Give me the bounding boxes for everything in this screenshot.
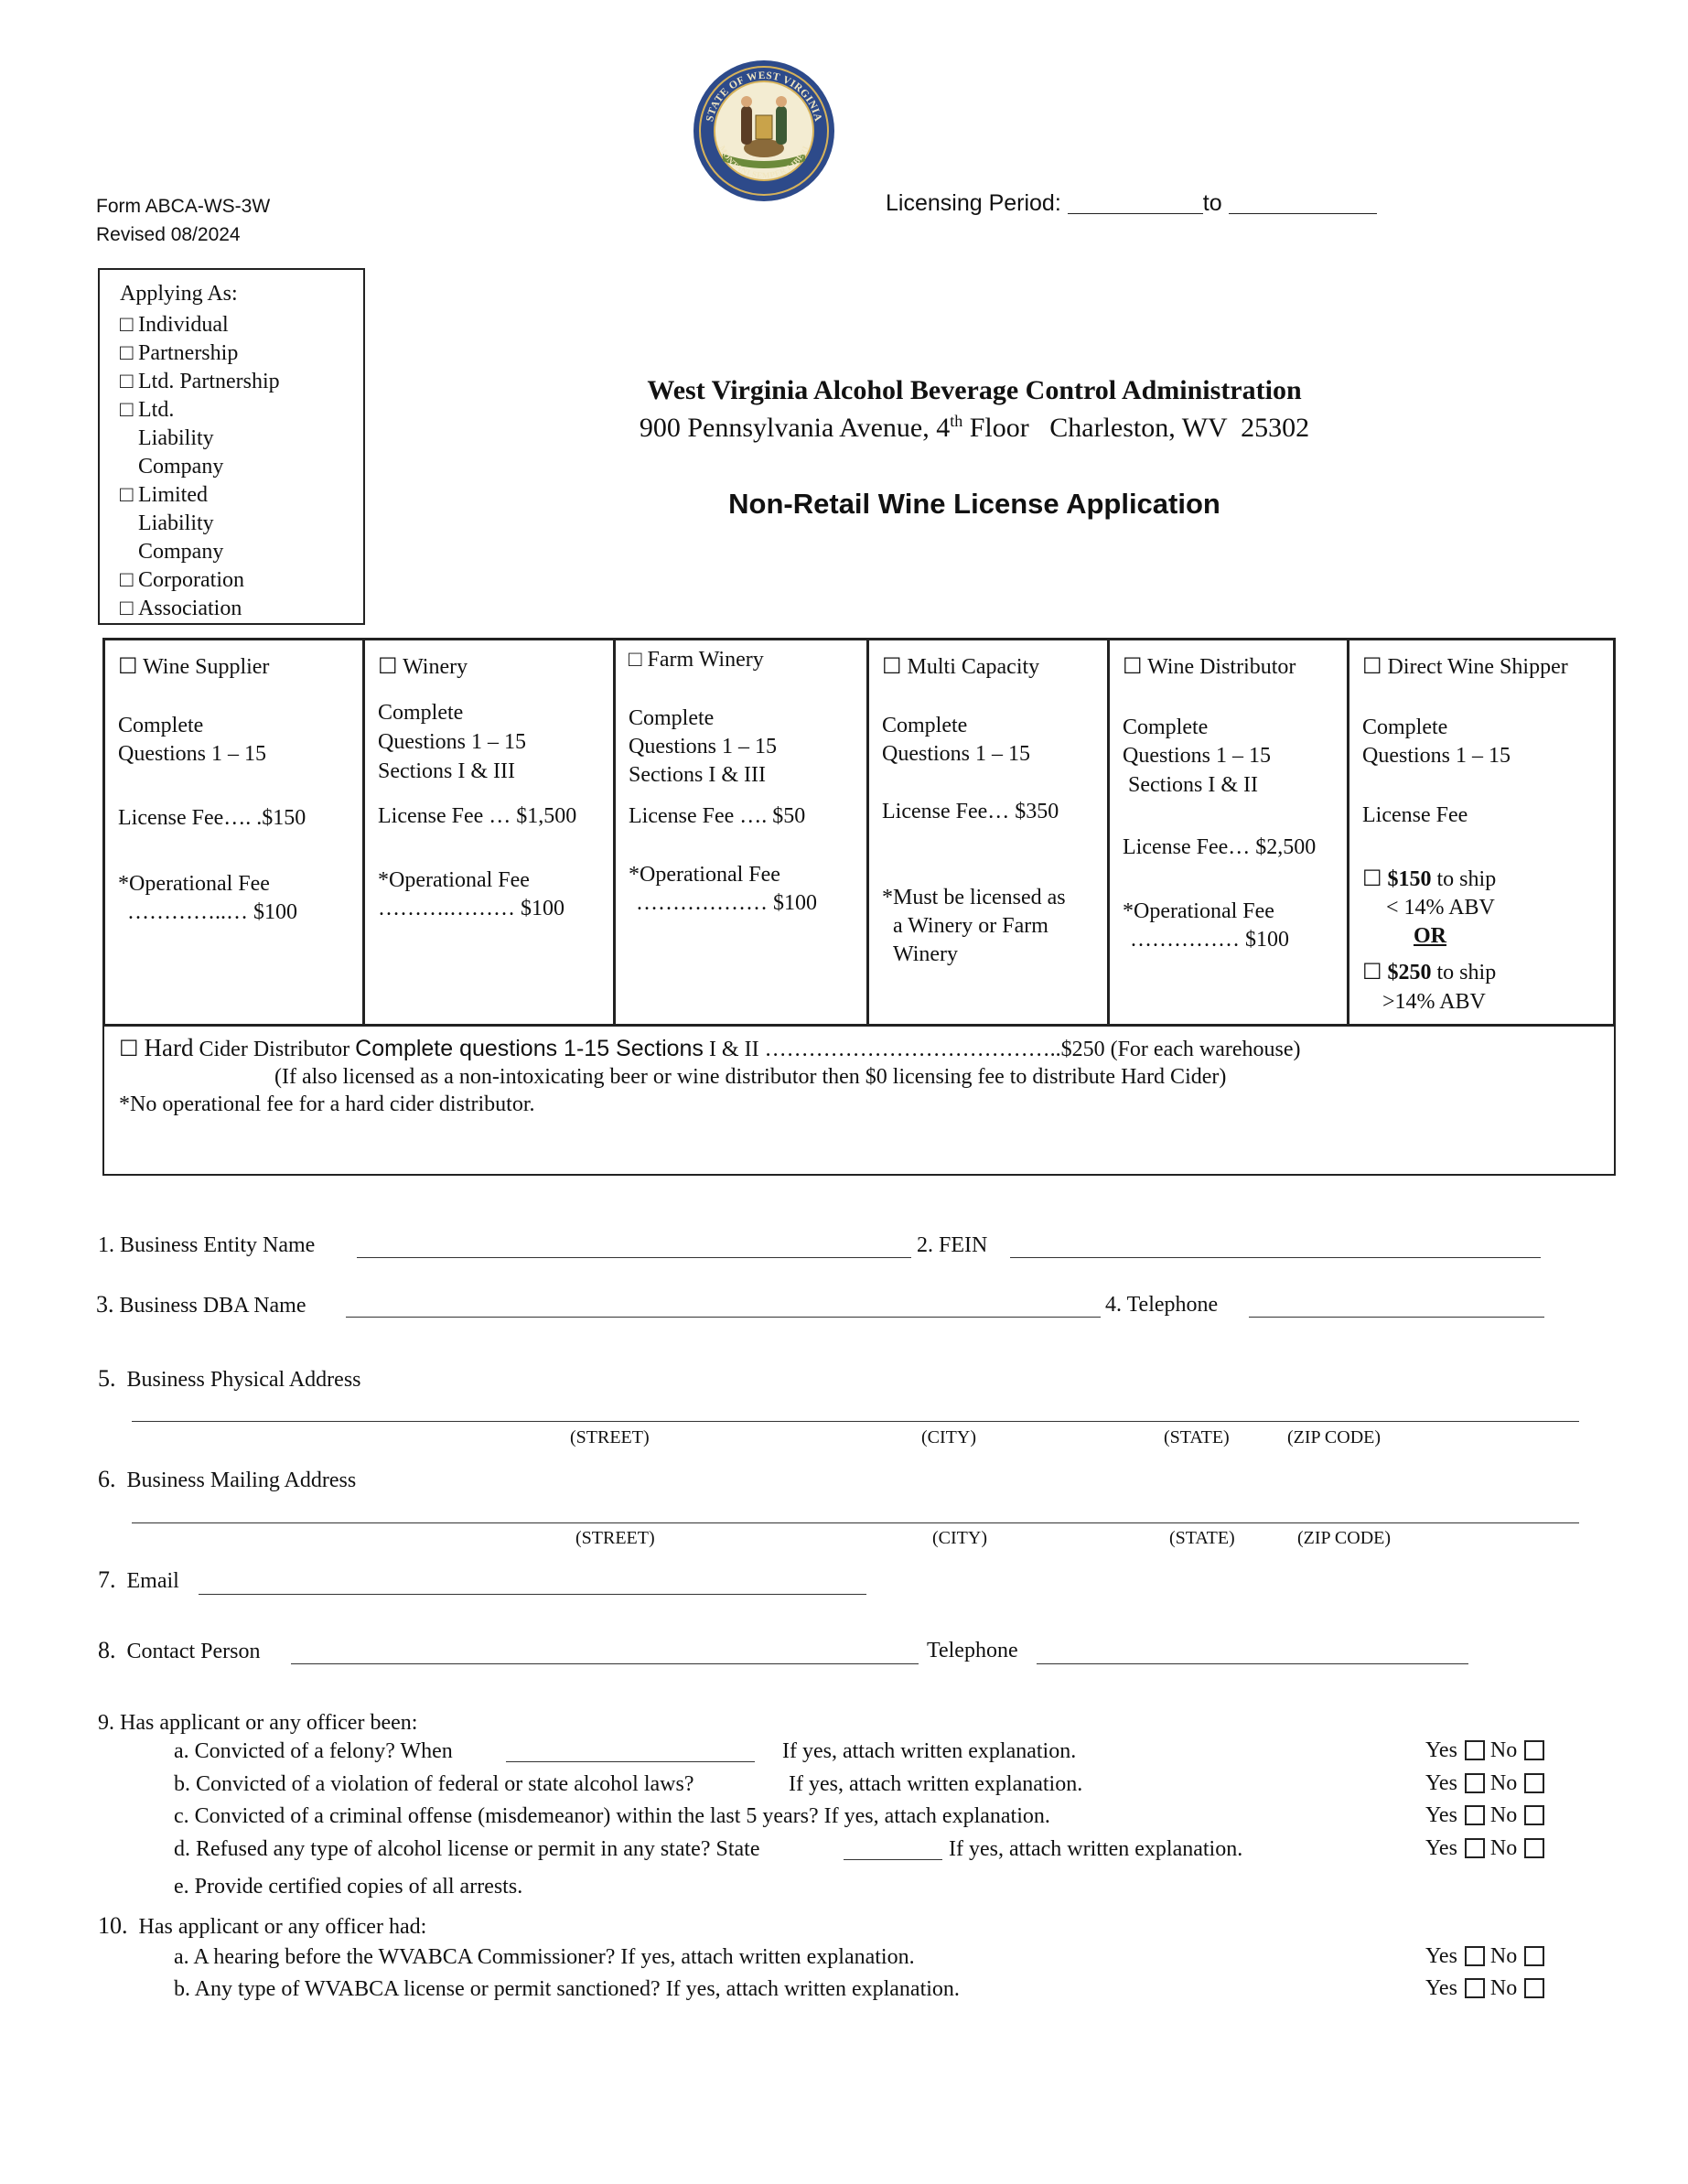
license-fee: License Fee… $2,500 bbox=[1123, 835, 1317, 859]
license-wine-distributor[interactable] bbox=[1110, 640, 1349, 1024]
checkbox-icon[interactable]: □ bbox=[120, 341, 134, 365]
applying-as-ltd-llc[interactable] bbox=[120, 396, 363, 481]
street-caption: (STREET) bbox=[570, 1427, 650, 1447]
yes-label: Yes bbox=[1425, 1738, 1457, 1762]
licensing-period-label: Licensing Period: bbox=[886, 190, 1061, 216]
complete-label: Complete bbox=[629, 706, 715, 730]
checkbox-icon[interactable]: □ bbox=[120, 370, 134, 393]
yes-checkbox[interactable] bbox=[1465, 1838, 1485, 1858]
or-label: OR bbox=[1414, 924, 1446, 948]
no-checkbox[interactable] bbox=[1524, 1978, 1544, 1998]
operational-fee: …………..… $100 bbox=[127, 900, 297, 924]
form-title: Non-Retail Wine License Application bbox=[728, 488, 1220, 520]
state-caption: (STATE) bbox=[1164, 1427, 1230, 1447]
no-checkbox[interactable] bbox=[1524, 1805, 1544, 1825]
operational-fee: ……….……… $100 bbox=[378, 897, 564, 920]
q3-text: Business DBA Name bbox=[119, 1294, 306, 1318]
yes-checkbox[interactable] bbox=[1465, 1773, 1485, 1793]
license-fee: License Fee…. .$150 bbox=[118, 806, 306, 830]
license-farm-winery[interactable] bbox=[616, 640, 869, 1024]
license-winery[interactable] bbox=[365, 640, 616, 1024]
contact-telephone-field[interactable] bbox=[1037, 1663, 1468, 1664]
q10-text: Has applicant or any officer had: bbox=[138, 1915, 427, 1939]
zip-caption: (ZIP CODE) bbox=[1297, 1528, 1392, 1548]
hard-cider-note: (If also licensed as a non-intoxicating beer or wine distributor then $0 licensing fee to distribute Hard Cider) bbox=[274, 1065, 1227, 1089]
operational-fee-label: *Operational Fee bbox=[1123, 899, 1274, 923]
state-seal-logo bbox=[692, 59, 836, 203]
q9c-yes-no bbox=[1425, 1803, 1544, 1828]
no-checkbox[interactable] bbox=[1524, 1838, 1544, 1858]
q9a-text: a. Convicted of a felony? When bbox=[174, 1739, 453, 1763]
questions-label: Questions 1 – 15 bbox=[378, 730, 526, 754]
yes-checkbox[interactable] bbox=[1465, 1946, 1485, 1966]
complete-label: Complete bbox=[118, 714, 204, 737]
seal-top-text: STATE OF WEST VIRGINIA bbox=[704, 70, 824, 124]
complete-label: Complete bbox=[1123, 715, 1209, 739]
hard-cider-fee: …………………………………..$250 (For each warehouse) bbox=[764, 1038, 1301, 1061]
license-type-table bbox=[102, 638, 1616, 1027]
q10a-yes-no bbox=[1425, 1944, 1544, 1969]
no-label: No bbox=[1489, 1944, 1518, 1968]
questions-label: Questions 1 – 15 bbox=[118, 742, 266, 766]
licensing-period-to: to bbox=[1202, 190, 1222, 216]
yes-label: Yes bbox=[1425, 1976, 1457, 2000]
q9a-yes-no bbox=[1425, 1738, 1544, 1763]
q3-number: 3. bbox=[96, 1291, 114, 1318]
yes-label: Yes bbox=[1425, 1803, 1457, 1827]
form-id: Form ABCA-WS-3W bbox=[96, 196, 271, 217]
abv-label: >14% ABV bbox=[1382, 990, 1486, 1014]
applying-as-box bbox=[98, 268, 365, 625]
operational-fee: …………… $100 bbox=[1130, 928, 1289, 952]
q9c-text: c. Convicted of a criminal offense (misdemeanor) within the last 5 years? If yes, attach explanation. bbox=[174, 1804, 1050, 1828]
applying-as-llc[interactable] bbox=[120, 481, 363, 566]
yes-label: Yes bbox=[1425, 1836, 1457, 1860]
checkbox-icon[interactable]: □ bbox=[120, 313, 134, 337]
state-caption: (STATE) bbox=[1169, 1528, 1235, 1548]
sections-label: Sections I & II bbox=[1128, 773, 1258, 797]
checkbox-icon[interactable]: □ bbox=[120, 398, 134, 422]
q10b-text: b. Any type of WVABCA license or permit sanctioned? If yes, attach written explanation. bbox=[174, 1977, 960, 2001]
mailing-address-field[interactable] bbox=[132, 1522, 1579, 1523]
hard-label: Hard bbox=[144, 1034, 194, 1061]
no-operational-fee-note: *No operational fee for a hard cider distributor. bbox=[119, 1092, 535, 1116]
q10b-yes-no bbox=[1425, 1976, 1544, 2001]
fee-text: to ship bbox=[1431, 961, 1497, 984]
no-checkbox[interactable] bbox=[1524, 1946, 1544, 1966]
yes-checkbox[interactable] bbox=[1465, 1805, 1485, 1825]
license-direct-wine-shipper[interactable] bbox=[1349, 640, 1613, 1024]
applying-as-individual[interactable] bbox=[120, 311, 363, 339]
shipper-option-150[interactable] bbox=[1362, 866, 1496, 894]
applying-as-partnership[interactable] bbox=[120, 339, 363, 368]
complete-questions: Complete questions 1-15 Sections bbox=[355, 1036, 704, 1061]
abv-label: < 14% ABV bbox=[1386, 896, 1495, 920]
license-type-label[interactable]: ☐ Multi Capacity bbox=[882, 655, 1040, 679]
q7-text: Email bbox=[126, 1569, 179, 1593]
checkbox-icon[interactable]: □ bbox=[120, 597, 134, 620]
no-label: No bbox=[1489, 1803, 1518, 1827]
q9d-text: d. Refused any type of alcohol license or permit in any state? State bbox=[174, 1837, 760, 1861]
checkbox-icon[interactable]: ☐ bbox=[119, 1038, 139, 1061]
license-type-label[interactable]: ☐ Direct Wine Shipper bbox=[1362, 655, 1568, 679]
hard-cider-option[interactable] bbox=[119, 1034, 1301, 1062]
license-type-label[interactable]: □ Farm Winery bbox=[629, 648, 764, 672]
shipper-option-250[interactable] bbox=[1362, 959, 1496, 987]
option-label: Ltd. Liability Company bbox=[138, 398, 224, 479]
option-label: Partnership bbox=[138, 341, 239, 365]
city-caption: (CITY) bbox=[921, 1427, 976, 1447]
fee-text: to ship bbox=[1431, 867, 1497, 891]
checkbox-icon[interactable]: □ bbox=[120, 568, 134, 592]
no-checkbox[interactable] bbox=[1524, 1740, 1544, 1760]
q9-label: 9. Has applicant or any officer been: bbox=[98, 1711, 418, 1735]
q9d-explanation: If yes, attach written explanation. bbox=[949, 1837, 1243, 1861]
option-label: Limited Liability Company bbox=[138, 483, 224, 564]
license-fee: License Fee …. $50 bbox=[629, 804, 806, 828]
revised-date: Revised 08/2024 bbox=[96, 224, 241, 245]
q9b-yes-no bbox=[1425, 1771, 1544, 1796]
yes-label: Yes bbox=[1425, 1944, 1457, 1968]
q5-number: 5. bbox=[98, 1365, 116, 1392]
questions-label: Questions 1 – 15 bbox=[882, 742, 1030, 766]
physical-address-field[interactable] bbox=[132, 1421, 1579, 1422]
complete-label: Complete bbox=[1362, 715, 1448, 739]
cider-distributor-label: Cider Distributor bbox=[193, 1038, 356, 1061]
license-multi-capacity[interactable] bbox=[869, 640, 1110, 1024]
option-label: Corporation bbox=[138, 568, 244, 592]
questions-label: Questions 1 – 15 bbox=[1123, 744, 1271, 768]
zip-caption: (ZIP CODE) bbox=[1287, 1427, 1382, 1447]
address-sup: th bbox=[950, 412, 963, 430]
license-wine-supplier[interactable] bbox=[105, 640, 365, 1024]
fein-field[interactable] bbox=[1010, 1257, 1541, 1258]
q4-label: 4. Telephone bbox=[1105, 1293, 1219, 1317]
licensing-period-start-field[interactable] bbox=[1068, 193, 1203, 214]
city-caption: (CITY) bbox=[932, 1528, 987, 1548]
hard-cider-box bbox=[102, 1025, 1616, 1176]
agency-address bbox=[549, 412, 1400, 444]
fee-amount: $150 bbox=[1387, 867, 1432, 891]
sections-label: I & II bbox=[703, 1038, 765, 1061]
option-label: Ltd. Partnership bbox=[138, 370, 280, 393]
license-fee: License Fee bbox=[1362, 803, 1468, 827]
q10-label bbox=[98, 1912, 426, 1941]
option-label: Individual bbox=[138, 313, 229, 337]
felony-when-field[interactable] bbox=[506, 1761, 755, 1762]
yes-checkbox[interactable] bbox=[1465, 1978, 1485, 1998]
operational-fee-label: *Operational Fee bbox=[629, 863, 780, 887]
license-type-label[interactable]: ☐ Wine Supplier bbox=[118, 655, 270, 679]
address-suffix: Floor Charleston, WV 25302 bbox=[962, 413, 1310, 443]
no-label: No bbox=[1489, 1836, 1518, 1860]
multi-capacity-note: a Winery or Farm bbox=[893, 914, 1048, 938]
license-type-label[interactable]: ☐ Wine Distributor bbox=[1123, 655, 1296, 679]
telephone-field[interactable] bbox=[1249, 1317, 1544, 1318]
multi-capacity-note: Winery bbox=[893, 942, 959, 966]
checkbox-icon[interactable]: □ bbox=[120, 483, 134, 507]
operational-fee-label: *Operational Fee bbox=[378, 868, 530, 892]
sections-label: Sections I & III bbox=[378, 759, 515, 783]
operational-fee: ……………… $100 bbox=[636, 891, 817, 915]
q5-label bbox=[98, 1365, 361, 1393]
seal-motto-text: MONTANI SEMPER LIBERI bbox=[717, 144, 811, 180]
q6-number: 6. bbox=[98, 1466, 116, 1492]
q8-label bbox=[98, 1637, 260, 1665]
q10-number: 10. bbox=[98, 1912, 128, 1939]
q8-text: Contact Person bbox=[126, 1640, 261, 1663]
q9a-explanation: If yes, attach written explanation. bbox=[782, 1739, 1077, 1763]
no-checkbox[interactable] bbox=[1524, 1773, 1544, 1793]
operational-fee-label: *Operational Fee bbox=[118, 872, 270, 896]
q2-label: 2. FEIN bbox=[917, 1233, 988, 1257]
applying-as-ltd-partnership[interactable] bbox=[120, 368, 363, 396]
email-field[interactable] bbox=[199, 1594, 866, 1595]
no-label: No bbox=[1489, 1976, 1518, 2000]
no-label: No bbox=[1489, 1738, 1518, 1762]
fee-amount: $250 bbox=[1387, 961, 1432, 984]
agency-name: West Virginia Alcohol Beverage Control Administration bbox=[647, 375, 1302, 405]
q7-number: 7. bbox=[98, 1566, 116, 1593]
refused-state-field[interactable] bbox=[844, 1859, 942, 1860]
business-dba-name-field[interactable] bbox=[346, 1317, 1101, 1318]
complete-label: Complete bbox=[378, 701, 464, 725]
q8-number: 8. bbox=[98, 1637, 116, 1663]
q1-label: 1. Business Entity Name bbox=[98, 1233, 316, 1257]
yes-checkbox[interactable] bbox=[1465, 1740, 1485, 1760]
complete-label: Complete bbox=[882, 714, 968, 737]
q9b-text: b. Convicted of a violation of federal or state alcohol laws? bbox=[174, 1772, 694, 1796]
option-label: Association bbox=[138, 597, 242, 620]
yes-label: Yes bbox=[1425, 1771, 1457, 1795]
checkbox-icon[interactable]: ☐ bbox=[1362, 867, 1382, 891]
q7-label bbox=[98, 1566, 179, 1595]
q6-label bbox=[98, 1466, 356, 1494]
q9d-yes-no bbox=[1425, 1836, 1544, 1861]
applying-as-association[interactable] bbox=[120, 595, 363, 623]
applying-as-corporation[interactable] bbox=[120, 566, 363, 595]
q5-text: Business Physical Address bbox=[126, 1368, 361, 1392]
q10a-text: a. A hearing before the WVABCA Commissioner? If yes, attach written explanation. bbox=[174, 1945, 915, 1969]
q9e-text: e. Provide certified copies of all arrests. bbox=[174, 1875, 523, 1899]
applying-as-title: Applying As: bbox=[120, 282, 238, 306]
address-prefix: 900 Pennsylvania Avenue, 4 bbox=[639, 413, 951, 443]
q6-text: Business Mailing Address bbox=[126, 1469, 357, 1492]
licensing-period bbox=[886, 190, 1377, 217]
business-entity-name-field[interactable] bbox=[357, 1257, 911, 1258]
license-fee: License Fee … $1,500 bbox=[378, 804, 577, 828]
licensing-period-end-field[interactable] bbox=[1229, 193, 1377, 214]
license-fee: License Fee… $350 bbox=[882, 800, 1059, 823]
license-type-label[interactable]: ☐ Winery bbox=[378, 655, 468, 679]
multi-capacity-note: *Must be licensed as bbox=[882, 886, 1066, 909]
checkbox-icon[interactable]: ☐ bbox=[1362, 961, 1382, 984]
contact-telephone-label: Telephone bbox=[927, 1639, 1018, 1662]
sections-label: Sections I & III bbox=[629, 763, 766, 787]
questions-label: Questions 1 – 15 bbox=[1362, 744, 1511, 768]
q9b-explanation: If yes, attach written explanation. bbox=[789, 1772, 1083, 1796]
contact-person-field[interactable] bbox=[291, 1663, 919, 1664]
street-caption: (STREET) bbox=[575, 1528, 655, 1548]
no-label: No bbox=[1489, 1771, 1518, 1795]
q3-label bbox=[96, 1291, 306, 1319]
questions-label: Questions 1 – 15 bbox=[629, 735, 777, 758]
